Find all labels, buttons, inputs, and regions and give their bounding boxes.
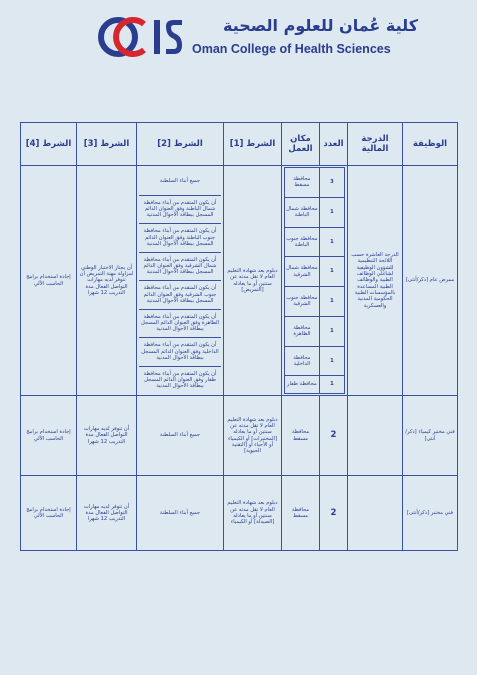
condition-2-item: جميع أبناء السلطنة (139, 167, 221, 196)
college-name-arabic: كلية عُمان للعلوم الصحية (223, 16, 418, 35)
location-count: 1 (319, 376, 344, 394)
jobs-table (20, 122, 458, 551)
condition-2-item: أن يكون المتقدم من أبناء محافظة الداخلية وفق العنوان الدائم المسجل ببطاقة الأحوال المدنية (139, 338, 221, 367)
college-header (96, 12, 418, 62)
condition-3: أن تتوفر لديه مهارات التواصل الفعال مدة التدريب 12 شهرا (77, 396, 137, 476)
condition-2: جميع أبناء السلطنة (137, 476, 224, 551)
locations-cell (282, 166, 348, 396)
column-header: العدد (320, 123, 348, 166)
location-count: 1 (319, 197, 344, 227)
location-count: 1 (319, 257, 344, 287)
location-name: محافظة جنوب الباطنة (285, 227, 320, 257)
location-name: محافظة جنوب الشرقية (285, 287, 320, 317)
condition-2-item: أن يكون المتقدم من أبناء محافظة جنوب الشرقية وفق العنوان الدائم المسجل ببطاقة الأحوال المدنية (139, 281, 221, 310)
column-header: الشرط [4] (21, 123, 77, 166)
condition-2-item: أن يكون المتقدم من أبناء محافظة شمال الشرقية وفق العنوان الدائم المسجل ببطاقة الأحوال المدنية (139, 253, 221, 282)
job-title: فني مختبر كيمياء [ذكر/أنثى] (403, 396, 458, 476)
column-header: مكان العمل (282, 123, 320, 166)
table-row (21, 166, 458, 396)
condition-2: جميع أبناء السلطنة (137, 396, 224, 476)
job-location: محافظة مسقط (282, 396, 320, 476)
condition-3: أن يجتاز الاختبار الوطني لمزاولة مهنة التمريض أن تتوفر لديه مهارات التواصل الفعال مدة التدريب 12 شهرا (77, 166, 137, 396)
condition-4: إجادة استخدام برامج الحاسب الآلي (21, 476, 77, 551)
condition-3: أن تتوفر لديه مهارات التواصل الفعال مدة التدريب 12 شهرا (77, 476, 137, 551)
job-title: ممرض عام [ذكر/أنثى] (403, 166, 458, 396)
job-count: 2 (320, 396, 348, 476)
job-location: محافظة مسقط (282, 476, 320, 551)
locations-table (284, 167, 345, 394)
column-header: الشرط [3] (77, 123, 137, 166)
location-name: محافظة شمال الشرقية (285, 257, 320, 287)
location-count: 1 (319, 316, 344, 346)
table-row (21, 396, 458, 476)
location-name: محافظة مسقط (285, 168, 320, 198)
condition-4: إجادة استخدام برامج الحاسب الآلي (21, 166, 77, 396)
job-grade: الدرجة العاشرة حسب اللائحة التنظيمية للشؤون الوظيفية لشاغلي الوظائف الطبية والوظائف الطبية المساعدة بالمؤسسات الطبية الحكومية المدنية والعسكرية (348, 166, 403, 396)
location-count: 1 (319, 287, 344, 317)
college-logo-icon (96, 12, 186, 62)
location-name: محافظة شمال الباطنة (285, 197, 320, 227)
column-header: الوظيفة (403, 123, 458, 166)
column-header: الشرط [2] (137, 123, 224, 166)
condition-1: دبلوم بعد شهادة التعليم العام لا تقل مدته عن سنتين أو ما يعادله [المختبرات] أو الكيمياء أو الأحياء أو [التقنية الحيوية] (224, 396, 282, 476)
condition-1: دبلوم بعد شهادة التعليم العام لا تقل مدته عن سنتين أو ما يعادله [التمريض] (224, 166, 282, 396)
condition-2-list (137, 166, 224, 396)
condition-2-item: أن يكون المتقدم من أبناء محافظة ظفار وفق العنوان الدائم المسجل ببطاقة الأحوال المدنية (143, 370, 217, 390)
table-header-row (21, 123, 458, 166)
job-grade (348, 476, 403, 551)
location-count: 1 (319, 346, 344, 376)
condition-1: دبلوم بعد شهادة التعليم العام لا تقل مدته عن سنتين أو ما يعادله [الصيدلة] أو الكيمياء (224, 476, 282, 551)
location-name: محافظة الداخلية (285, 346, 320, 376)
condition-2-item: أن يكون المتقدم من أبناء محافظة شمال الباطنة وفق العنوان الدائم المسجل ببطاقة الأحوال المدنية (139, 196, 221, 225)
location-count: 1 (319, 227, 344, 257)
location-name: محافظة الظاهرة (285, 316, 320, 346)
condition-2-item: أن يكون المتقدم من أبناء محافظة الظاهرة وفق العنوان الدائم المسجل ببطاقة الأحوال المدنية (139, 310, 221, 339)
location-count: 3 (319, 168, 344, 198)
college-name-english: Oman College of Health Sciences (192, 42, 391, 56)
condition-4: إجادة استخدام برامج الحاسب الآلي (21, 396, 77, 476)
job-count: 2 (320, 476, 348, 551)
condition-2-item: أن يكون المتقدم من أبناء محافظة جنوب الباطنة وفق العنوان الدائم المسجل ببطاقة الأحوال المدنية (139, 224, 221, 253)
column-header: الدرجة المالية (348, 123, 403, 166)
table-row (21, 476, 458, 551)
column-header: الشرط [1] (224, 123, 282, 166)
job-title: فني مختبر [ذكر/أنثى] (403, 476, 458, 551)
job-grade (348, 396, 403, 476)
location-name: محافظة ظفار (285, 376, 320, 394)
